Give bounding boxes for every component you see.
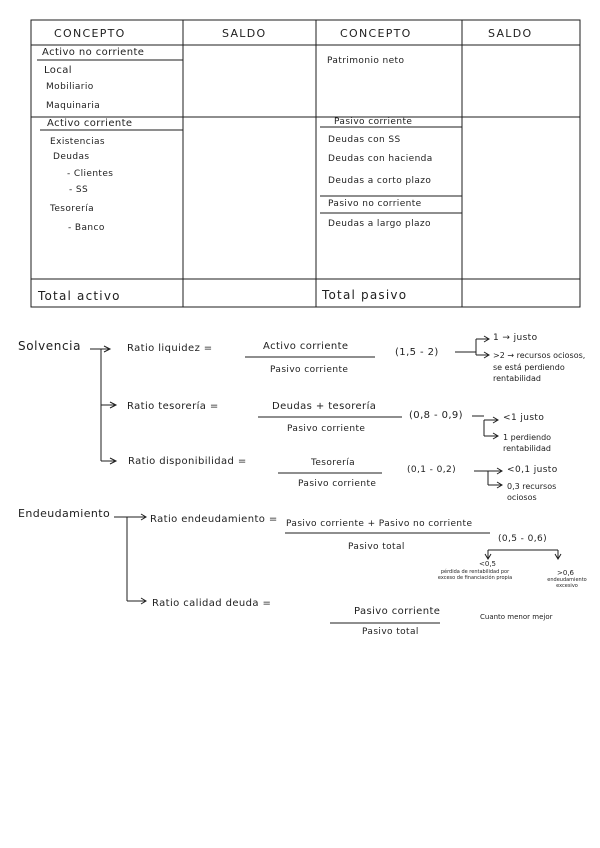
activo-corriente-item: - Banco	[68, 223, 105, 233]
total-pasivo: Total pasivo	[322, 288, 408, 302]
pasivo-no-corriente-item: Deudas a largo plazo	[328, 219, 431, 229]
liquidez-name: Ratio liquidez =	[127, 343, 213, 354]
endeudamiento-note-high-text: endeudamiento excesivo	[547, 577, 587, 589]
tesoreria-note-high: 1 perdiendo rentabilidad	[503, 433, 552, 454]
liquidez-denominator: Pasivo corriente	[270, 365, 349, 375]
activo-corriente-title: Activo corriente	[47, 118, 133, 129]
endeudamiento-ratio-numerator: Pasivo corriente + Pasivo no corriente	[286, 519, 473, 529]
endeudamiento-ratio-denominator: Pasivo total	[348, 542, 405, 552]
pasivo-corriente-item: Deudas a corto plazo	[328, 176, 432, 186]
tesoreria-range: (0,8 - 0,9)	[409, 410, 463, 421]
activo-no-corriente-item: Mobiliario	[46, 82, 94, 92]
total-activo: Total activo	[38, 289, 121, 303]
header-saldo-right: SALDO	[488, 27, 533, 40]
pasivo-corriente-title: Pasivo corriente	[334, 117, 413, 127]
pasivo-no-corriente-title: Pasivo no corriente	[328, 199, 422, 209]
endeudamiento-note-low-text: pérdida de rentabilidad por exceso de financiación propia	[437, 569, 513, 581]
activo-no-corriente-item: Maquinaria	[46, 101, 101, 111]
header-concepto-right: CONCEPTO	[340, 27, 412, 40]
tesoreria-numerator: Deudas + tesorería	[272, 401, 377, 412]
tesoreria-name: Ratio tesorería =	[127, 401, 219, 412]
endeudamiento-ratio-range: (0,5 - 0,6)	[498, 534, 548, 544]
activo-no-corriente-item: Local	[44, 65, 72, 76]
liquidez-note-low: 1 → justo	[493, 333, 538, 343]
endeudamiento-ratio-name: Ratio endeudamiento =	[150, 514, 278, 525]
pasivo-corriente-item: Deudas con SS	[328, 135, 401, 145]
patrimonio-neto: Patrimonio neto	[327, 56, 405, 66]
tesoreria-note-low: <1 justo	[503, 413, 545, 423]
disponibilidad-note-low: <0,1 justo	[507, 465, 558, 475]
activo-corriente-item: - SS	[69, 185, 89, 195]
calidad-deuda-denominator: Pasivo total	[362, 627, 419, 637]
activo-corriente-item: Tesorería	[50, 204, 95, 214]
endeudamiento-label: Endeudamiento	[18, 507, 111, 520]
activo-corriente-item: Existencias	[50, 137, 106, 147]
solvencia-label: Solvencia	[18, 339, 82, 353]
tesoreria-denominator: Pasivo corriente	[287, 424, 366, 434]
liquidez-range: (1,5 - 2)	[395, 347, 439, 358]
liquidez-numerator: Activo corriente	[263, 341, 349, 352]
disponibilidad-range: (0,1 - 0,2)	[407, 465, 457, 475]
header-concepto-left: CONCEPTO	[54, 27, 126, 40]
header-saldo-left: SALDO	[222, 27, 267, 40]
pasivo-corriente-item: Deudas con hacienda	[328, 154, 433, 164]
endeudamiento-note-high-value: >0,6	[557, 569, 574, 577]
calidad-deuda-name: Ratio calidad deuda =	[152, 598, 272, 609]
disponibilidad-note-high: 0,3 recursos ociosos	[507, 482, 557, 503]
disponibilidad-name: Ratio disponibilidad =	[128, 456, 247, 467]
endeudamiento-note-low-value: <0,5	[479, 560, 496, 568]
liquidez-note-high: >2 → recursos ociosos, se está perdiendo rentabilidad	[493, 351, 586, 384]
disponibilidad-numerator: Tesorería	[311, 458, 356, 468]
activo-no-corriente-title: Activo no corriente	[42, 47, 145, 58]
activo-corriente-item: - Clientes	[67, 169, 114, 179]
balance-table-frame	[31, 20, 580, 307]
calidad-deuda-note: Cuanto menor mejor	[480, 613, 553, 621]
disponibilidad-denominator: Pasivo corriente	[298, 479, 377, 489]
activo-corriente-item: Deudas	[53, 152, 90, 162]
calidad-deuda-numerator: Pasivo corriente	[354, 606, 441, 617]
